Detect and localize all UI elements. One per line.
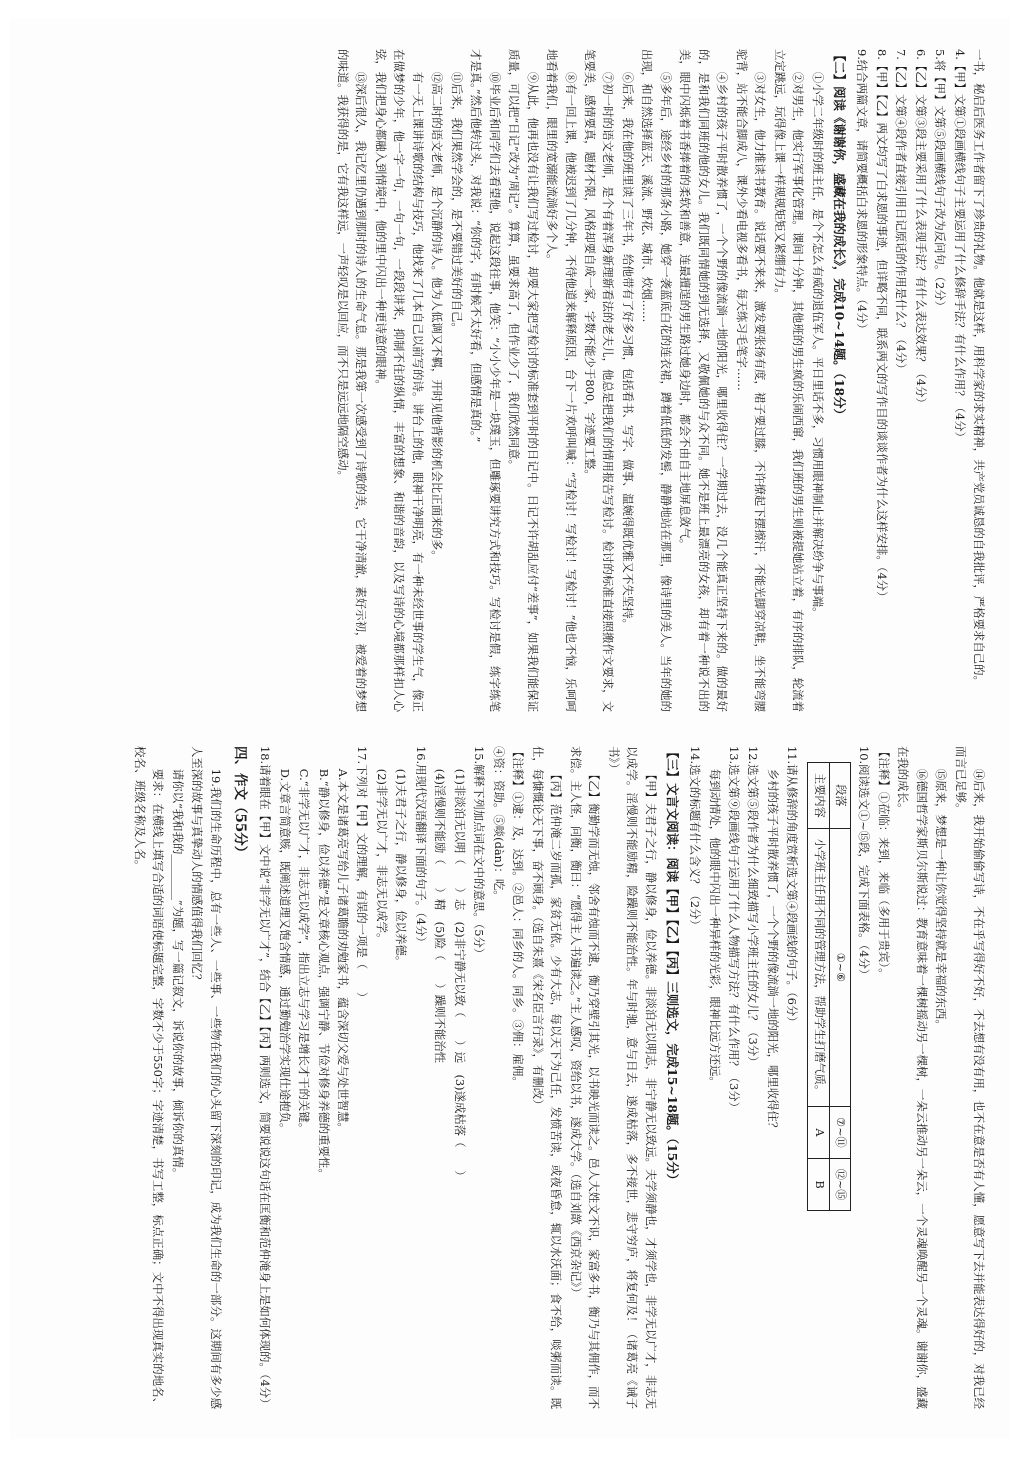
table-header-cell: ⑦~⑪: [829, 1106, 850, 1158]
option-b: B.“静以修身，俭以养德”是文章核心观点，强调宁静、节俭对修身养德的重要性。: [316, 768, 331, 1180]
question-18: 18.请着眼在【甲】文中说“非学无以广才”，结合【乙】【丙】两则选文，简要说说这句话在匡衡和范仲淹身上是如何体现的。（4分）: [258, 745, 273, 1409]
table-header-row: [829, 762, 850, 1210]
essay-prompt: 请你以“我和我的________”为题，写一篇记叙文，诉说你的故事，倾诉你的真情。: [170, 768, 185, 1179]
paragraph: 有一天上课讲诗歌的结构与技巧，他找来了几本自己以前写的诗。讲台上的他，眼神干净明亮，有一种未经世事的学生气，像正在做梦的少年，他一字一句，一句一句，一段段讲来，抑制不住的纵情，丰富的想象、和谐的音韵，以及写诗的心境都那样扣人心弦，我们把身心都融入到情境中，他的里中闪出一种更诗意的眼神。: [373, 48, 425, 712]
question-item: (4)淫慢则不能励（ ）精 (5)险（ ）躁则不能治性: [433, 768, 448, 1063]
question-6: 6.【乙】文第③段主要采用了什么表现手法？有什么表达效果？（4分）: [913, 48, 928, 409]
paragraph: ⑮原来，梦想是一种让你觉得坚持就是幸福的东西。: [934, 768, 949, 1031]
section-heading: 四、作文（55分）: [231, 745, 248, 859]
question-item: (1)夫君子之行，静以修身，俭以养德。: [394, 768, 409, 967]
paragraph: ④乡村的孩子平时散养惯了，一个个野的像流淌一地的阳光，哪里收得住？一学期过去，没几个能真正坚持下来的。做的最好的，是和我们同班的他的女儿。我们既同情她的到无选择，又敬佩她的与众不同。她不是班上最漂亮的女孩，却有着一种说不出的美，眼中闪烁着书香捧着的柔软和善意，连最擅逞的男生路过她身边时，都会不由自主地屏息敛气。: [678, 48, 730, 712]
quoted-sentence: 每到动情处，他的眼中闪出一种异样的光彩，眼神比远方还远。: [707, 768, 722, 1088]
option-c: C.“非学无以广才，非志无以成学”，指出立志与学习是增长才干的关键。: [297, 768, 312, 1134]
table-header-cell: 段落: [829, 762, 850, 828]
paragraph: ③对女生，他力推读书教育。说话要不来来，激发要张扬有度，裙子要过膝，不许撩起下摆擦汗，不能光脚穿凉鞋，坐不能弯腰驼背，站不能合脚成八，课外少看电视多看书，每天练习毛笔字……: [734, 48, 768, 712]
table-header-cell: ①~⑥: [829, 828, 850, 1106]
paragraph: ⑤多年后，途经乡村的那条小路，她穿一袭蓝底白花的连衣裙，蹲着低低的发髻，静静地站在那里，像诗里的美人。当年的她的出现，和自然选择蓝天、溪流、野花、城市、炊烟……: [640, 48, 673, 712]
paragraph: ②对男生，他实行军事化管理。课间十分钟，其他班的男生疯的乐闹西窜，我们班的男生则被提她站立着，有序的排队，轮流着立定跳远，玩得像上课一样规规矩矩又紧绷有力。: [772, 48, 806, 712]
paragraph: ⑬深后很久，我记忆里仍遇到那时的诗人的生命气息。那是我第一次感受到了诗歌的美，它干净清澈，素好示初，被爱着的梦想的味道。我获得的是，它有我这样远，一声轻叹是以回应，而不只是远远地隔空感动。: [335, 48, 369, 712]
question-11: 11.请从修辞的角度赏析选文第④段画线的句子。（6分）: [785, 745, 800, 1028]
option-d: D.文章言简意赅，既阐述道理又饱含情感，通过勤勉治学实现仕途抱负。: [277, 768, 292, 1134]
left-questions: [853, 49, 988, 712]
annotation: ④资：资助。⑤啖(dàn)：吃。: [491, 745, 506, 902]
quoted-sentence: 乡村的孩子平时散养惯了，一个个野的像流淌一地的阳光，哪里收得住？: [765, 768, 780, 1133]
essay-prompt: 19.我们的生命历程中，总有一些人、一些事、一些物在我们的心头留下深刻的印记，成为我们生命的一部分。这期间有多少感人至深的故事与真挚动人的情感值得我们回忆？: [190, 745, 223, 1409]
classical-text: 【丙】范仲淹二岁而孤，家贫无依。少有大志，每以天下为己任，发愤苦读，或夜昏怠，辄以水沃面；食不给，啖粥而读。既仕，每慷慨论天下事，奋不顾身。（选自朱熹《宋名臣言行录》，有删改）: [530, 745, 564, 1409]
left-column: [32, 49, 988, 712]
paragraph: ⑪后来，我们果然学会的，是不要错过美好的自己。: [449, 71, 464, 334]
section-heading: 【三】文言文阅读：阅读【甲】【乙】【丙】三则选文，完成15~18题。（15分）: [664, 745, 680, 1186]
table-cell: 小学班主任用不同的管理方法，帮助学生打磨气质。: [808, 828, 829, 1106]
table-cell: A: [808, 1106, 829, 1158]
paragraph: ⑨从此，他再也没有让我们写过检讨，却要大家把写检讨的标准套到平时的日记中。日记不许胡乱应付“差事”，如果我们能保证质量，可以把“日记”改为“周记”。算算，虽要求高了，但作业少了，我们欣然同意。: [507, 48, 540, 712]
classical-text: 【甲】夫君子之行，静以修身，俭以养德。非淡泊无以明志，非宁静无以致远。夫学须静也，才须学也，非学无以广才，非志无以成学。淫慢则不能励精，险躁则不能治性。年与时驰，意与日去，遂成枯落，多不接世，悲守穷庐，将复何及！（诸葛亮《诫子书》）: [606, 745, 658, 1409]
exam-sheet: [10, 19, 1010, 1439]
paragraph: ⑫高二时的语文老师，是个沉静的诗人。他为人低调又不羁，开时见他背影的机会比正面来的多。: [430, 71, 445, 562]
summary-table: [807, 762, 850, 1211]
option-a: A.本文是诸葛亮写给儿子诸葛瞻的劝勉家书，蕴含深切父爱与处世智慧。: [336, 768, 351, 1134]
question-7: 7.【乙】文第④段作者直接引用日记原话的作用是什么？（4分）: [894, 48, 909, 375]
question-12: 12.选文第⑤段作者为什么细致描写小学班主任的女儿？（3分）: [746, 745, 761, 1068]
classical-text: 【乙】衡勤学而无烛，邻舍有烛而不逮，衡乃穿壁引其光，以书映光而读之。邑人大姓文不识，家富多书，衡乃与其佣作，而不求偿。主人怪，问衡，衡曰：“愿得主人书遍读之。”主人感叹，资给以书，遂成大学。（选自刘歆《西京杂记》）: [568, 745, 602, 1409]
table-header-cell: ⑫~⑮: [829, 1158, 850, 1211]
paragraph: ⑭后来，我开始偷偷写诗，不在乎写得好不好，不去想有没有用，也不在意是否有人懂，愿意写下去并能表达得好的，对我已经而言已足够。: [953, 745, 986, 1409]
right-column: [32, 746, 988, 1409]
paragraph: ⑦初一时的语文老师，是个有着浑身新理新看法的老夫儿，他总是把我们的情用报告写检讨。检讨的标准直接照搬作文要求，文笔要美，感情要真，题材不限，风格却要自成一家，字数不能少于800，字迹要工整。: [583, 48, 616, 712]
question-10: 10.阅读选文①~⑮段，完成下面表格。（4分）: [857, 745, 872, 980]
question-5: 5.将【甲】文第⑤段画横线句子改为反问句。（2分）: [933, 48, 948, 312]
paragraph: ⑧有一回上课，他被迟到了几分钟，不待他道来解释原因，台下一片欢呼叫喊：“写检讨！写检讨！写检讨！”他也不恼，乐呵呵地看着我们，眼里的宽溺能流淌好多个人。: [545, 48, 578, 712]
section-heading: 【二】阅读《谢谢你，盛藏在我的成长》，完成10~14题。（18分）: [831, 48, 847, 421]
question-13: 13.选文第⑨段画线句子运用了什么人物描写方法？有什么作用？（3分）: [727, 745, 742, 1113]
annotation: 【注释】①莅临：来到，来临（多用于贵宾）。: [876, 745, 891, 980]
table-row: [808, 762, 829, 1210]
question-8: 8.【甲】【乙】两文均写了白求恩的事迹，但详略不同，联系两文的写作目的谈谈作者为什么这样安排。（4分）: [874, 48, 889, 602]
question-4: 4.【甲】文第①段画横线句子主要运用了什么修辞手法？有什么作用？（4分）: [952, 48, 967, 443]
reading-passage: [333, 49, 826, 712]
question-15: 15.解释下列加点词在文中的意思。（5分）: [472, 745, 487, 959]
annotation: 【注释】①逮：及，达到。②邑人：同乡的人。同乡。③佣：雇佣。: [511, 745, 526, 1088]
paragraph: ⑥后来，我在他的班里读了三年书，给他带有了好多习惯，包括看书、写字、做事、温婉得既优雅又不失坚持。: [620, 71, 635, 630]
question-item: (1)非淡泊无以明（ ）志 (2)非宁静无以致（ ）远 (3)遂成枯落（ ）: [452, 768, 467, 1182]
question-item: (2)非学无以广才，非志无以成学。: [374, 768, 389, 944]
essay-requirements: 要求：在横线上填写合适的词语使标题完整，字数不少于550字；字迹清楚，书写工整，标点正确；文中不得出现真实的地名、校名、班级名称及人名。: [132, 745, 166, 1409]
question-17: 17.下列对【甲】文的理解，有误的一项是（ ）: [355, 745, 370, 1003]
paragraph: ⑩毕业后和同学们去看望他，说起这段往事，他笑：“小小少年是一块璞玉，但雕琢要讲究方式和技巧。写检讨是假，练字练笔才是真。”然后他转过头，对我说：“你的字，有时候不太好看，但感情是真的。”: [469, 48, 502, 712]
question-16: 16.用现代汉语翻译下面的句子。（4分）: [413, 745, 428, 948]
table-cell: B: [808, 1158, 829, 1211]
text-line: 一书，秘启后医务工作者留下了珍贵的礼物。他就是这样，用科学家的求实精神，共产党员诚恳的自我批评，严格要求自己的。: [972, 48, 986, 687]
question-14: 14.选文的标题有什么含义？（2分）: [688, 745, 703, 931]
paragraph: ①小学二年级时的班主任，是个不怎么有威的退伍军人。平日里话不多，习惯用眼神制止并解决纷争与事端。: [810, 71, 825, 619]
paragraph: ⑯德国哲学家斯贝尔斯说过：教育意味着一棵树摇动另一棵树，一朵云推动另一朵云，一个灵魂唤醒另一个灵魂。谢谢你，盛藏在我的成长。: [896, 745, 929, 1409]
question-9: 9.结合两篇文章，请简要概括白求恩的形象特点。（4分）: [855, 48, 870, 335]
table-row-label: 主要内容: [808, 762, 829, 828]
